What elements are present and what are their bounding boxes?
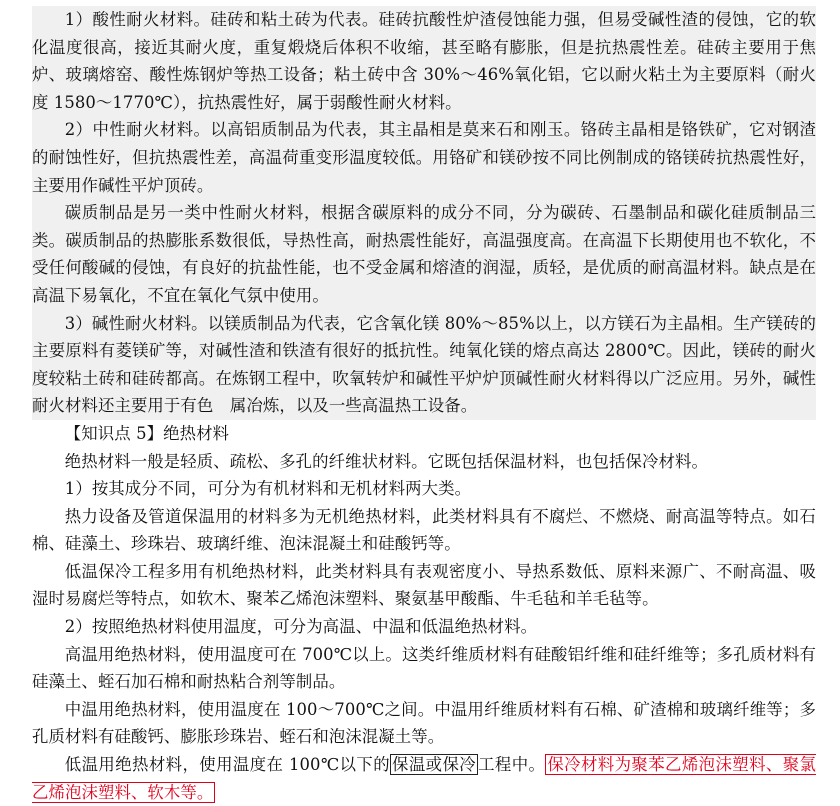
boxed-keyword: 保温或保冷 <box>392 755 477 775</box>
low-temp-text-middle: 工程中。 <box>478 755 546 775</box>
red-annotation-note: 保冷材料为聚苯乙烯泡沫塑料、聚氯乙烯泡沫塑料、软木等。 <box>32 755 816 802</box>
paragraph-insulation-definition: 绝热材料一般是轻质、疏松、多孔的纤维状材料。它既包括保温材料，也包括保冷材料。 <box>64 451 708 471</box>
paragraph-neutral-refractory: 2）中性耐火材料。以高铝质制品为代表，其主晶相是莫来石和刚玉。铬砖主晶相是铬铁矿，它对钢渣的耐蚀性好，但抗热震性差，高温荷重变形温度较低。用铬矿和镁砂按不同比例制成的铬镁砖抗热震性好，主要用作碱性平炉顶砖。 <box>32 116 816 199</box>
paragraph-classification-composition: 1）按其成分不同，可分为有机材料和无机材料两大类。 <box>64 479 472 499</box>
paragraph-basic-refractory: 3）碱性耐火材料。以镁质制品为代表，它含氧化镁 80%～85%以上，以方镁石为主晶相。生产镁砖的主要原料有菱镁矿等，对碱性渣和铁渣有很好的抵抗性。纯氧化镁的熔点高达 2800℃。因此，镁砖的耐火度较粘土砖和硅砖都高。在炼钢工程中，吹氧转炉和碱性平炉炉顶碱性耐火材料得以广泛应用。另外，碱性耐火材料还主要用于有色 属冶炼，以及一些高温热工设备。 <box>32 310 816 420</box>
paragraph-high-temp-insulation: 高温用绝热材料，使用温度可在 700℃以上。这类纤维质材料有硅酸铝纤维和硅纤维等；多孔质材料有硅藻土、蛭石加石棉和耐热粘合剂等制品。 <box>32 644 816 692</box>
low-temp-text-before: 低温用绝热材料，使用温度在 100℃以下的 <box>64 755 391 775</box>
paragraph-carbon-products: 碳质制品是另一类中性耐火材料，根据含碳原料的成分不同，分为碳砖、石墨制品和碳化硅质制品三类。碳质制品的热膨胀系数很低，导热性高，耐热震性能好，高温强度高。在高温下长期使用也不软化，不受任何酸碱的侵蚀，有良好的抗盐性能，也不受金属和熔渣的润湿，质轻，是优质的耐高温材料。缺点是在高温下易氧化，不宜在氧化气氛中使用。 <box>32 199 816 309</box>
paragraph-low-temp-insulation <box>32 751 816 806</box>
paragraph-organic-insulation: 低温保冷工程多用有机绝热材料，此类材料具有表观密度小、导热系数低、原料来源广、不耐高温、吸湿时易腐烂等特点，如软木、聚苯乙烯泡沫塑料、聚氨基甲酸酯、牛毛毡和羊毛毡等。 <box>32 561 816 609</box>
knowledge-point-heading: 【知识点 5】绝热材料 <box>64 423 230 443</box>
paragraph-classification-temperature: 2）按照绝热材料使用温度，可分为高温、中温和低温绝热材料。 <box>64 617 538 637</box>
paragraph-acidic-refractory: 1）酸性耐火材料。硅砖和粘土砖为代表。硅砖抗酸性炉渣侵蚀能力强，但易受碱性渣的侵蚀，它的软化温度很高，接近其耐火度，重复煅烧后体积不收缩，甚至略有膨胀，但是抗热震性差。硅砖主要用于焦炉、玻璃熔窑、酸性炼钢炉等热工设备；粘土砖中含 30%～46%氧化铝，它以耐火粘土为主要原料（耐火度 1580～1770℃），抗热震性好，属于弱酸性耐火材料。 <box>32 6 816 116</box>
paragraph-inorganic-insulation: 热力设备及管道保温用的材料多为无机绝热材料，此类材料具有不腐烂、不燃烧、耐高温等特点。如石棉、硅藻土、珍珠岩、玻璃纤维、泡沫混凝土和硅酸钙等。 <box>32 506 816 554</box>
paragraph-mid-temp-insulation: 中温用绝热材料，使用温度在 100～700℃之间。中温用纤维质材料有石棉、矿渣棉和玻璃纤维等；多孔质材料有硅酸钙、膨胀珍珠岩、蛭石和泡沫混凝土等。 <box>32 699 816 747</box>
